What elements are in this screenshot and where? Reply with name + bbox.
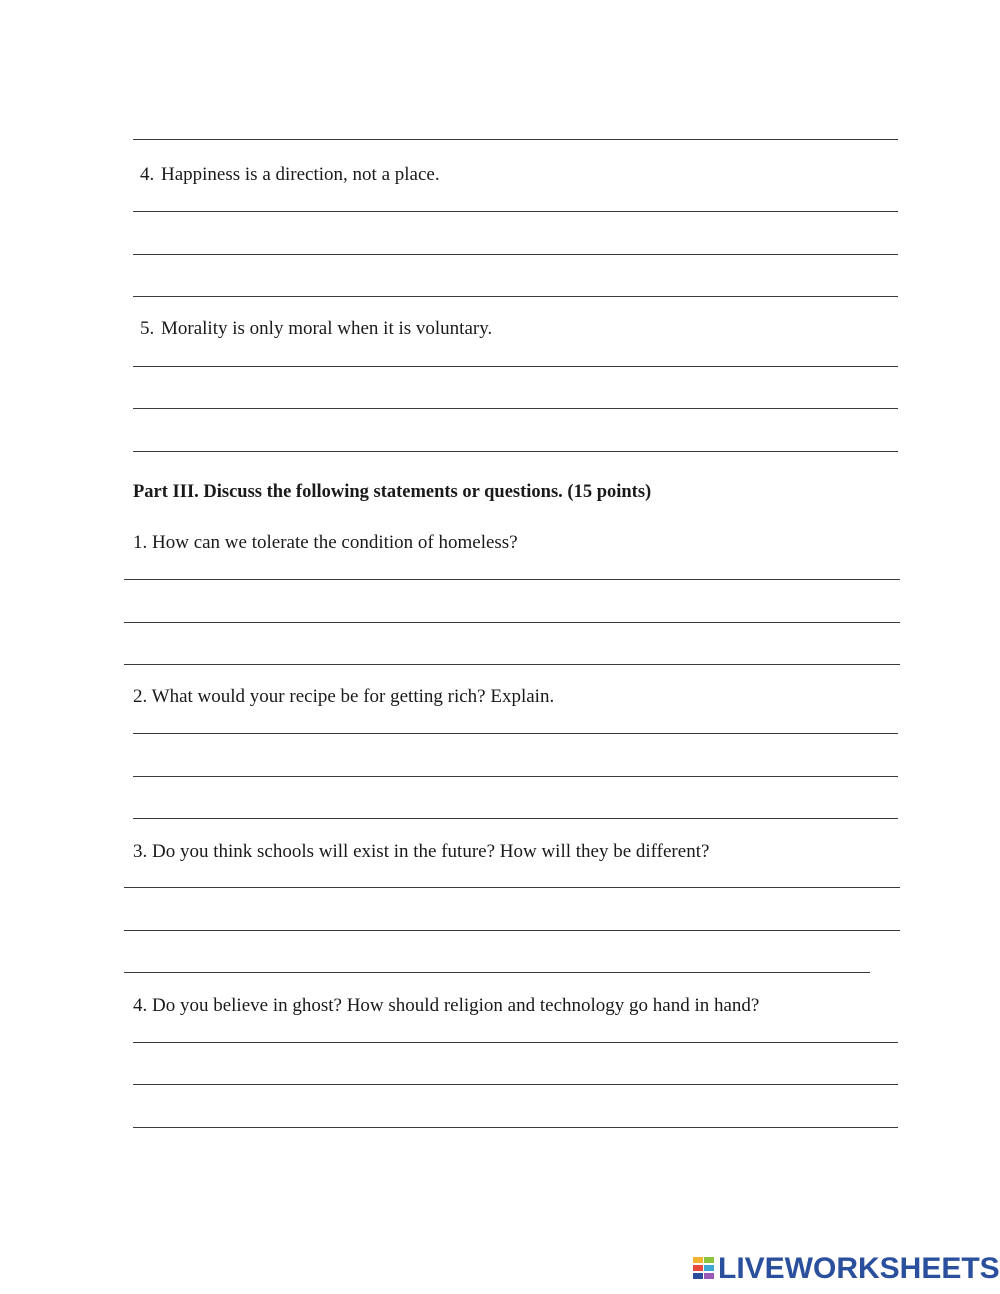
answer-line[interactable] bbox=[133, 1084, 898, 1085]
answer-line[interactable] bbox=[133, 1042, 898, 1043]
liveworksheets-logo bbox=[693, 1251, 1000, 1287]
answer-line[interactable] bbox=[133, 733, 898, 734]
logo-text: LIVEWORKSHEETS bbox=[718, 1252, 1000, 1285]
answer-line[interactable] bbox=[133, 451, 898, 452]
statement-4-text: Happiness is a direction, not a place. bbox=[161, 164, 440, 185]
part3-heading: Part III. Discuss the following statements or questions. (15 points) bbox=[133, 482, 652, 502]
answer-line[interactable] bbox=[133, 1127, 898, 1128]
logo-mark-icon bbox=[693, 1255, 715, 1283]
question-1: 1. How can we tolerate the condition of homeless? bbox=[133, 532, 518, 553]
answer-line[interactable] bbox=[133, 776, 898, 777]
answer-line[interactable] bbox=[133, 254, 898, 255]
answer-line[interactable] bbox=[124, 972, 870, 973]
answer-line[interactable] bbox=[133, 818, 898, 819]
answer-line[interactable] bbox=[124, 887, 900, 888]
statement-5-text: Morality is only moral when it is voluntary. bbox=[161, 318, 493, 339]
statement-5-number: 5. bbox=[140, 318, 155, 339]
answer-line[interactable] bbox=[133, 296, 898, 297]
answer-line[interactable] bbox=[124, 664, 900, 665]
answer-line[interactable] bbox=[124, 579, 900, 580]
answer-line[interactable] bbox=[133, 139, 898, 140]
answer-line[interactable] bbox=[124, 622, 900, 623]
question-3: 3. Do you think schools will exist in the future? How will they be different? bbox=[133, 841, 710, 862]
answer-line[interactable] bbox=[124, 930, 900, 931]
answer-line[interactable] bbox=[133, 366, 898, 367]
question-4: 4. Do you believe in ghost? How should religion and technology go hand in hand? bbox=[133, 995, 760, 1016]
question-2: 2. What would your recipe be for getting rich? Explain. bbox=[133, 686, 555, 707]
answer-line[interactable] bbox=[133, 211, 898, 212]
statement-4-number: 4. bbox=[140, 164, 155, 185]
answer-line[interactable] bbox=[133, 408, 898, 409]
